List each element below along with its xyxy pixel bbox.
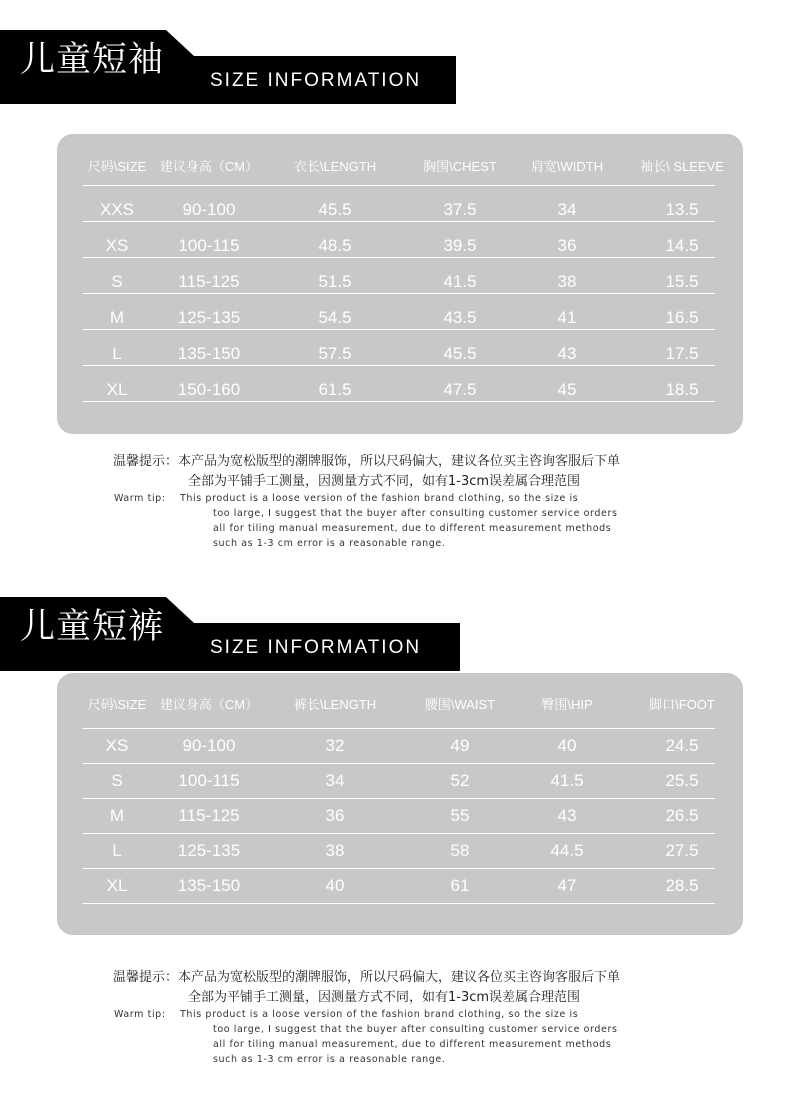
title-banner [0,597,460,671]
row-divider [83,293,715,294]
column-header: 臀围\HIP [541,697,593,712]
table-cell: 125-135 [177,841,241,860]
table-cell: 51.5 [318,272,352,291]
note-en-line2: too large, I suggest that the buyer after consulting customer service orders [213,1024,618,1035]
table-cell: 135-150 [177,876,241,895]
note-en-line1: This product is a loose version of the fashion brand clothing, so the size is [180,493,579,504]
table-cell: 55 [450,806,470,825]
note-cn-line2: 全部为平铺手工测量，因测量方式不同，如有1-3cm误差属合理范围 [188,990,581,1005]
table-cell: 125-135 [177,308,241,327]
table-cell: 90-100 [182,200,236,219]
table-cell: XS [105,736,129,755]
table-cell: 36 [325,806,345,825]
row-divider [83,868,715,869]
title-cn: 儿童短袖 [20,40,165,80]
table-cell: 57.5 [318,344,352,363]
table-cell: 13.5 [665,200,699,219]
table-cell: M [109,806,125,825]
column-header: 脚口\FOOT [649,697,715,712]
table-cell: 34 [325,771,345,790]
table-cell: L [112,841,122,860]
row-divider [83,903,715,904]
title-banner [0,30,460,104]
table-cell: XL [106,380,128,399]
row-divider [83,798,715,799]
row-divider [83,329,715,330]
table-cell: 49 [450,736,470,755]
row-divider [83,728,715,729]
table-cell: M [109,308,125,327]
column-header: 衣长\LENGTH [293,159,377,174]
column-header: 腰围\WAIST [424,697,496,712]
table-cell: 38 [557,272,577,291]
note-en-line4: such as 1-3 cm error is a reasonable range. [213,538,446,549]
table-cell: 135-150 [177,344,241,363]
table-cell: 43 [557,344,577,363]
table-cell: 32 [325,736,345,755]
table-cell: XXS [99,200,135,219]
size-table-panel [57,134,743,434]
table-cell: 115-125 [178,806,240,825]
row-divider [83,185,715,186]
table-cell: 48.5 [318,236,352,255]
table-cell: 43 [557,806,577,825]
row-divider [83,221,715,222]
table-cell: 15.5 [665,272,699,291]
table-cell: 41.5 [550,771,584,790]
note-cn-line2: 全部为平铺手工测量，因测量方式不同，如有1-3cm误差属合理范围 [188,474,581,489]
table-cell: 47 [557,876,577,895]
table-cell: 41.5 [443,272,477,291]
size-table-panel [57,673,743,935]
table-cell: 18.5 [665,380,699,399]
table-cell: 43.5 [443,308,477,327]
table-cell: 150-160 [177,380,241,399]
table-cell: 45.5 [318,200,352,219]
column-header: 袖长\ SLEEVE [640,159,724,174]
table-cell: 100-115 [178,236,240,255]
table-cell: 39.5 [443,236,477,255]
column-header: 裤长\LENGTH [293,697,377,712]
table-cell: 41 [557,308,577,327]
table-cell: 14.5 [665,236,699,255]
note-en-line3: all for tiling manual measurement, due to different measurement methods [213,1039,612,1050]
table-cell: 27.5 [665,841,699,860]
row-divider [83,257,715,258]
note-en-line1: This product is a loose version of the fashion brand clothing, so the size is [180,1009,579,1020]
table-cell: 38 [325,841,345,860]
row-divider [83,833,715,834]
table-cell: 37.5 [443,200,477,219]
table-cell: 28.5 [665,876,699,895]
note-cn-line1: 温馨提示：本产品为宽松版型的潮牌服饰，所以尺码偏大，建议各位买主咨询客服后下单 [113,454,621,469]
title-cn: 儿童短裤 [20,607,165,647]
note-en-line2: too large, I suggest that the buyer after consulting customer service orders [213,508,618,519]
row-divider [83,365,715,366]
table-cell: 16.5 [665,308,699,327]
table-cell: S [111,272,123,291]
column-header: 尺码\SIZE [87,159,147,174]
note-en-label: Warm tip: [114,1009,166,1020]
table-cell: 45 [557,380,577,399]
table-cell: 36 [557,236,577,255]
note-en-line4: such as 1-3 cm error is a reasonable range. [213,1054,446,1065]
table-cell: XS [105,236,129,255]
table-cell: 52 [450,771,470,790]
row-divider [83,401,715,402]
table-cell: 40 [557,736,577,755]
column-header: 尺码\SIZE [87,697,147,712]
column-header: 肩宽\WIDTH [530,159,604,174]
column-header: 胸围\CHEST [423,159,497,174]
table-cell: 58 [450,841,470,860]
table-cell: 26.5 [665,806,699,825]
title-en: SIZE INFORMATION [210,637,422,658]
table-cell: L [112,344,122,363]
table-cell: 24.5 [665,736,699,755]
table-cell: 54.5 [318,308,352,327]
table-cell: 25.5 [665,771,699,790]
table-cell: S [111,771,123,790]
column-header: 建议身高（CM） [159,697,259,712]
table-cell: 47.5 [443,380,477,399]
table-cell: XL [106,876,128,895]
table-cell: 40 [325,876,345,895]
row-divider [83,763,715,764]
title-en: SIZE INFORMATION [210,70,422,91]
note-en-line3: all for tiling manual measurement, due to different measurement methods [213,523,612,534]
note-cn-line1: 温馨提示：本产品为宽松版型的潮牌服饰，所以尺码偏大，建议各位买主咨询客服后下单 [113,970,621,985]
table-cell: 115-125 [178,272,240,291]
column-header: 建议身高（CM） [159,159,259,174]
table-cell: 34 [557,200,577,219]
table-cell: 61.5 [318,380,352,399]
table-cell: 45.5 [443,344,477,363]
table-cell: 100-115 [178,771,240,790]
note-en-label: Warm tip: [114,493,166,504]
table-cell: 61 [450,876,470,895]
table-cell: 44.5 [550,841,584,860]
table-cell: 90-100 [182,736,236,755]
table-cell: 17.5 [665,344,699,363]
